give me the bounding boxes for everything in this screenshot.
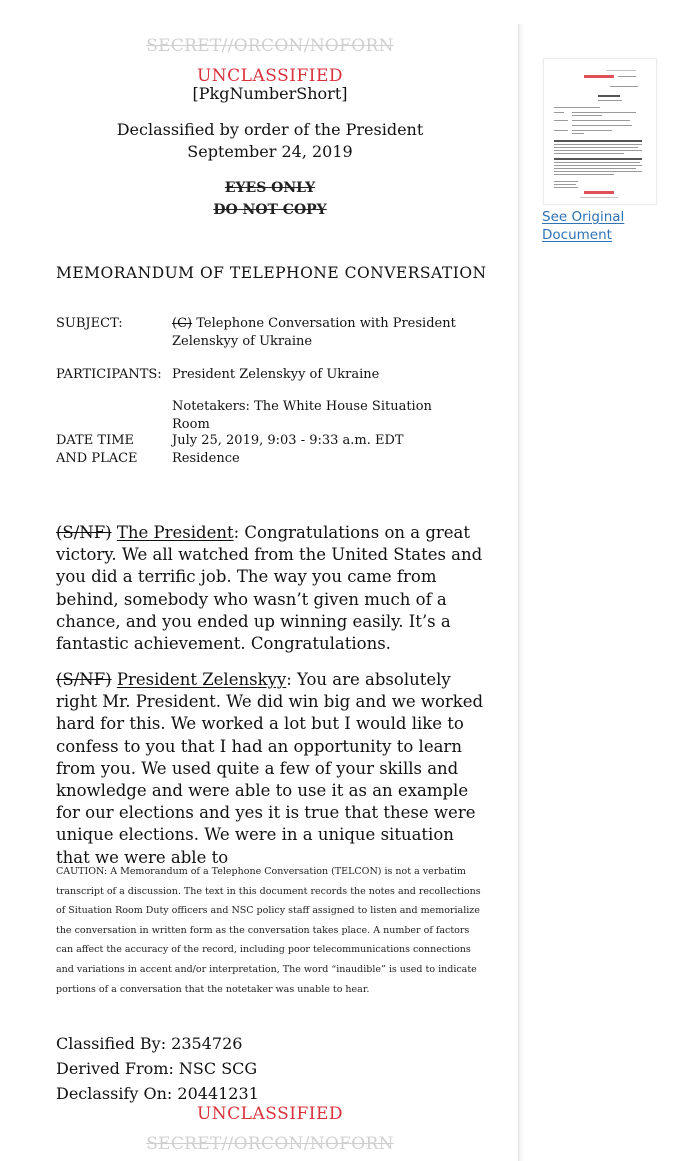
thumb-line	[598, 100, 622, 101]
paragraph-marking: (S/NF)	[56, 523, 112, 542]
thumb-line	[606, 70, 636, 71]
thumb-line	[554, 144, 642, 145]
thumb-line	[572, 133, 584, 134]
handling-do-not-copy: DO NOT COPY	[213, 202, 327, 218]
unclassified-label-bottom: UNCLASSIFIED	[196, 1104, 344, 1124]
thumb-line	[554, 120, 568, 121]
thumb-line	[572, 115, 602, 116]
thumb-line	[554, 184, 576, 185]
date-time-place-label: DATE TIME AND PLACE	[56, 433, 138, 466]
thumb-line	[554, 158, 642, 160]
subject-value	[172, 315, 472, 351]
declassified-line: Declassified by order of the President	[116, 120, 424, 139]
paragraph-marking: (S/NF)	[56, 670, 112, 689]
transcript-paragraph	[56, 669, 486, 869]
see-original-document-link[interactable]: See Original Document	[542, 209, 625, 243]
thumb-line	[554, 112, 564, 113]
thumb-line	[554, 107, 600, 108]
thumb-line	[554, 171, 642, 172]
thumb-line	[618, 76, 636, 77]
thumb-line	[554, 147, 638, 148]
thumb-line	[554, 187, 578, 188]
unclassified-label-top: UNCLASSIFIED	[196, 66, 344, 86]
thumb-line	[554, 153, 624, 154]
derived-from: Derived From: NSC SCG	[56, 1059, 258, 1078]
thumb-unclassified-mark	[584, 191, 614, 194]
thumb-line	[554, 174, 614, 175]
classification-marking-top: SECRET//ORCON/NOFORN	[146, 36, 394, 56]
transcript-paragraph	[56, 522, 486, 655]
thumb-line	[572, 130, 612, 131]
declassify-on: Declassify On: 20441231	[56, 1084, 259, 1103]
thumb-line	[572, 125, 632, 126]
thumb-line	[580, 197, 618, 198]
thumb-line	[554, 130, 568, 131]
thumb-line	[572, 120, 630, 121]
thumb-line	[598, 95, 620, 97]
subject-marking: (C)	[172, 316, 193, 331]
thumb-line	[554, 162, 640, 163]
thumb-line	[554, 140, 642, 142]
place-value: Residence	[172, 451, 240, 466]
paragraph-text: : You are absolutely right Mr. President. We did win big and we worked hard for this. We worked a lot but I would like to confess to you that I had an opportunity to learn from you. We used quite a few of your skills and knowledge and were able to use it as an example for our elections and yes it is true that these were unique elections. We were in a unique situation that we were able to	[56, 670, 484, 867]
memo-title: MEMORANDUM OF TELEPHONE CONVERSATION	[56, 264, 487, 282]
handling-eyes-only: EYES ONLY	[224, 180, 316, 196]
classification-marking-bottom: SECRET//ORCON/NOFORN	[146, 1134, 394, 1154]
classified-by: Classified By: 2354726	[56, 1034, 243, 1053]
date-time-value: July 25, 2019, 9:03 - 9:33 a.m. EDT	[172, 433, 404, 448]
subject-text: Telephone Conversation with President Zelenskyy of Ukraine	[172, 316, 456, 349]
participants-label: PARTICIPANTS:	[56, 367, 162, 382]
thumb-line	[572, 112, 636, 113]
caution-note: CAUTION: A Memorandum of a Telephone Conversation (TELCON) is not a verbatim transcript of a discussion. The text in this document records the notes and recollections of Situation Room Duty officers and NSC policy staff assigned to listen and memorialize the conversation in written form as the conversation takes place. A number of factors can affect the accuracy of the record, including poor telecommunications connections and variations in accent and/or interpretation, The word “inaudible” is used to indicate portions of a conversation that the notetaker was unable to hear.	[56, 866, 481, 995]
thumb-line	[554, 150, 642, 151]
pkg-number: [PkgNumberShort]	[192, 84, 348, 103]
speaker-name: The President	[116, 523, 234, 542]
subject-label: SUBJECT:	[56, 316, 123, 331]
thumb-line	[610, 86, 638, 87]
sidebar-shadow	[519, 24, 525, 1161]
thumb-unclassified-mark	[584, 75, 614, 78]
declassified-date: September 24, 2019	[187, 142, 353, 161]
paragraph-text: : Congratulations on a great victory. We all watched from the United States and you did a terrific job. The way you came from behind, somebody who wasn’t given much of a chance, and you ended up winning easily. It’s a fantastic achievement. Congratulations.	[56, 523, 483, 654]
speaker-name: President Zelenskyy	[116, 670, 287, 689]
thumb-line	[554, 168, 636, 169]
original-document-thumbnail[interactable]	[543, 58, 657, 205]
thumb-line	[554, 181, 578, 182]
notetakers-value: Notetakers: The White House Situation Room	[172, 399, 432, 432]
participants-value: President Zelenskyy of Ukraine	[172, 367, 380, 382]
thumb-line	[554, 165, 642, 166]
